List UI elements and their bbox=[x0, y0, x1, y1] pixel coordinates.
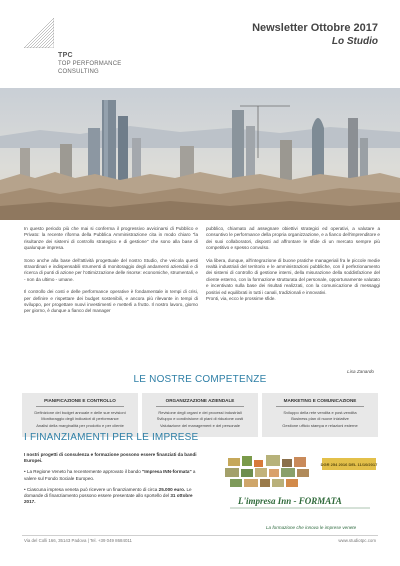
finanziamenti-text bbox=[24, 452, 200, 510]
article-paragraph: Sono anche alla base dell'attività progettuale del nostro Studio, che veicola questi straordinari e indispensabili strumenti di monitoraggio degli andamenti aziendali e di ricerca di punti di azione per l'ottimizzazione delle risorse: economiche, strumentali, e - non da ultimo - umane. bbox=[24, 257, 198, 282]
finanziamenti-bullet: • La Regione Veneto ha recentemente approvato il bando "Impresa INN-formata" a valere sul Fondo Sociale Europeo. bbox=[24, 469, 196, 481]
competence-item: Business plan di nuove iniziative bbox=[291, 416, 349, 422]
competence-item: Sviluppo della rete vendita e post-vendita bbox=[283, 409, 357, 415]
finanziamenti-intro: I nostri progetti di consulenza e formazione possono essere finanziati da bandi Europei. bbox=[24, 452, 197, 464]
competence-item: Valutazione del management e del personale bbox=[160, 422, 240, 428]
article-left-column bbox=[24, 226, 198, 321]
competenze-heading: LE NOSTRE COMPETENZE bbox=[133, 374, 267, 385]
logo-subtitle: TOP PERFORMANCE CONSULTING bbox=[58, 61, 122, 75]
impresa-innformata-banner bbox=[220, 452, 382, 516]
competence-item: Revisione degli organi e dei processi industriali bbox=[158, 409, 242, 415]
article-paragraph: Via libera, dunque, all'integrazione di buone pratiche manageriali fra le piccole medie realtà industriali del territorio e le amministrazioni pubbliche, con il perfezionamento dei sistemi di controllo di gestione interni, della misurazione della soddisfazione del cliente esterno, con la formazione strutturata del personale, opportunamente valutato e incentivato sulla base dei risultati realizzati, con la comunicazione di messaggi positivi ed equilibrati in tutti i canali, tradizionali e innovativi. bbox=[206, 257, 380, 295]
article-paragraph: In questo periodo più che mai si conferma il progressivo avvicinarsi di Pubblico e Privato: la recente riforma della Pubblica Amministrazione cita in modo chiaro "la risultanze dei sistemi di controllo strategico e di gestione" che sono alla base di qualunque impresa. bbox=[24, 226, 198, 251]
divider bbox=[36, 406, 124, 407]
competence-item: Definizione del budget annuale e delle sue revisioni bbox=[34, 409, 126, 415]
article-paragraph: Pronti, via, ecco le prossime sfide. bbox=[206, 296, 276, 302]
competence-item: Analisi della marginalità per prodotto e per cliente bbox=[36, 422, 124, 428]
city-skyline-photo bbox=[0, 88, 400, 220]
newsletter-title: Newsletter Ottobre 2017 bbox=[252, 22, 378, 34]
issue-title: Lo Studio bbox=[331, 36, 378, 47]
divider bbox=[156, 406, 244, 407]
banner-title: L'impresa Inn - FORMATA bbox=[238, 496, 342, 506]
competence-box-marketing bbox=[262, 393, 378, 437]
footer-address: Via del Colli 166, 35143 Padova | Tel. +39 049 8684011 bbox=[24, 538, 132, 543]
article-paragraph: Il controllo dei costi e delle performance operative è fondamentale in tempi di crisi, per definire e rispettare dei budget sostenibili, e ancora più rilevante in tempi di sviluppo, per progettare nuovi investimenti e metterli a frutto. Il nostro lavoro, giorno per giorno, è dunque a fianco del manager bbox=[24, 289, 198, 314]
divider bbox=[276, 406, 364, 407]
logo-mark-icon bbox=[24, 18, 54, 48]
competence-box-organizzazione bbox=[142, 393, 258, 437]
competence-item: Gestione ufficio stampa e relazioni esterne bbox=[282, 422, 358, 428]
competence-title: PIANIFICAZIONE E CONTROLLO bbox=[44, 398, 116, 403]
footer-website[interactable]: www.studiotpc.com bbox=[338, 538, 376, 543]
footer-divider bbox=[22, 535, 378, 536]
logo-title: TPC bbox=[58, 52, 73, 59]
finanziamenti-heading: I FINANZIAMENTI PER LE IMPRESE bbox=[24, 432, 199, 443]
tpc-logo bbox=[24, 18, 134, 78]
banner-badge: DGR 254 2016 DEL 11/10/2017 bbox=[320, 462, 378, 467]
finanziamenti-bullet: • Ciascuna impresa veneta può ricevere un finanziamento di circa 25.000 euro. Le domande di finanziamento possono essere presentate allo sportello del 31 ottobre 2017. bbox=[24, 486, 193, 505]
competence-item: Sviluppo e condivisione di piani di riduzione costi bbox=[156, 416, 244, 422]
article-right-column bbox=[206, 226, 380, 308]
competence-title: MARKETING E COMUNICAZIONE bbox=[283, 398, 357, 403]
article-paragraph: pubblico, chiamato ad assegnare obiettivi strategici ed operativi, a valutare a consuntivo le performance della propria organizzazione, e a fianco dell'imprenditore e dei suoi collaboratori, disposti ad affrontare le sfide di un mercato sempre più competitivo e spesso convulso. bbox=[206, 226, 380, 251]
competence-title: ORGANIZZAZIONE AZIENDALE bbox=[165, 398, 235, 403]
competence-item: Monitoraggio degli indicatori di performance bbox=[41, 416, 119, 422]
article-signature: Lisa Zanardo bbox=[347, 369, 374, 374]
banner-caption: La formazione che innova le imprese venete bbox=[266, 525, 357, 530]
competence-box-pianificazione bbox=[22, 393, 138, 437]
